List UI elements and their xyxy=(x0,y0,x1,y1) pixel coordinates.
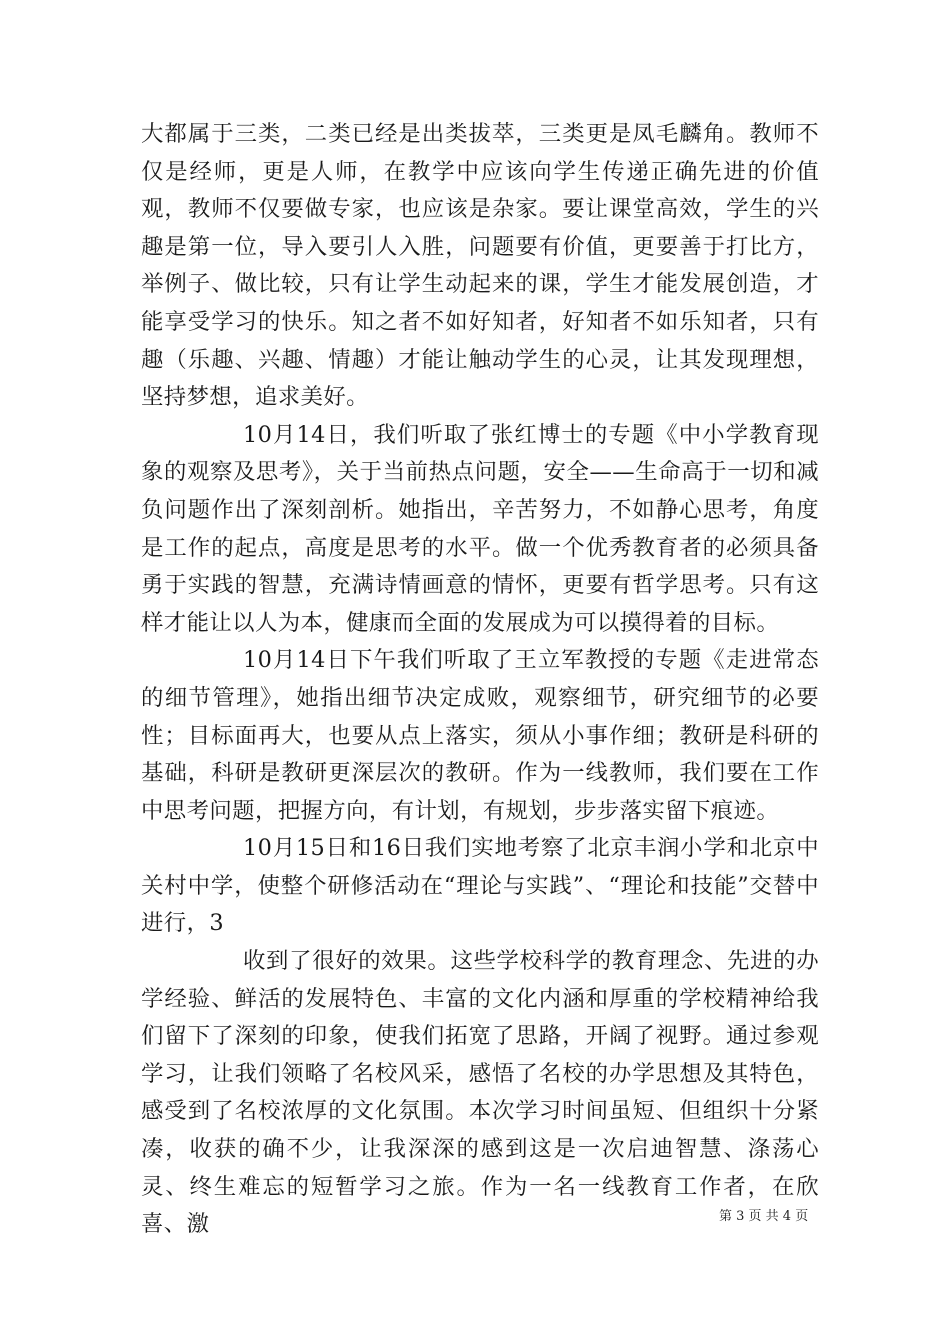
paragraph-5: 收到了很好的效果。这些学校科学的教育理念、先进的办学经验、鲜活的发展特色、丰富的文化内涵和厚重的学校精神给我们留下了深刻的印象，使我们拓宽了思路，开阔了视野。通过参观学习，让我们领略了名校风采，感悟了名校的办学思想及其特色，感受到了名校浓厚的文化氛围。本次学习时间虽短、但组织十分紧凑，收获的确不少，让我深深的感到这是一次启迪智慧、涤荡心灵、终生难忘的短暂学习之旅。作为一名一线教育工作者，在欣喜、激 xyxy=(141,948,819,1238)
page-number: 第 3 页 共 4 页 xyxy=(719,1209,809,1224)
paragraph-1: 大都属于三类，二类已经是出类拔萃，三类更是凤毛麟角。教师不仅是经师，更是人师，在教学中应该向学生传递正确先进的价值观，教师不仅要做专家，也应该是杂家。要让课堂高效，学生的兴趣是第一位，导入要引人入胜，问题要有价值，更要善于打比方，举例子、做比较，只有让学生动起来的课，学生才能发展创造，才能享受学习的快乐。知之者不如好知者，好知者不如乐知者，只有趣（乐趣、兴趣、情趣）才能让触动学生的心灵，让其发现理想，坚持梦想，追求美好。 xyxy=(141,121,819,411)
page-footer xyxy=(0,1207,950,1227)
document-body xyxy=(141,116,819,1244)
paragraph-4: 10月15日和16日我们实地考察了北京丰润小学和北京中关村中学，使整个研修活动在“理论与实践”、“理论和技能”交替中进行，3 xyxy=(141,835,819,937)
paragraph-2: 10月14日，我们听取了张红博士的专题《中小学教育现象的观察及思考》，关于当前热点问题，安全——生命高于一切和减负问题作出了深刻剖析。她指出，辛苦努力，不如静心思考，角度是工作的起点，高度是思考的水平。做一个优秀教育者的必须具备勇于实践的智慧，充满诗情画意的情怀，更要有哲学思考。只有这样才能让以人为本，健康而全面的发展成为可以摸得着的目标。 xyxy=(141,421,819,636)
paragraph-3: 10月14日下午我们听取了王立军教授的专题《走进常态的细节管理》，她指出细节决定成败，观察细节，研究细节的必要性；目标面再大，也要从点上落实，须从小事作细；教研是科研的基础，科研是教研更深层次的教研。作为一线教师，我们要在工作中思考问题，把握方向，有计划，有规划，步步落实留下痕迹。 xyxy=(141,647,819,824)
